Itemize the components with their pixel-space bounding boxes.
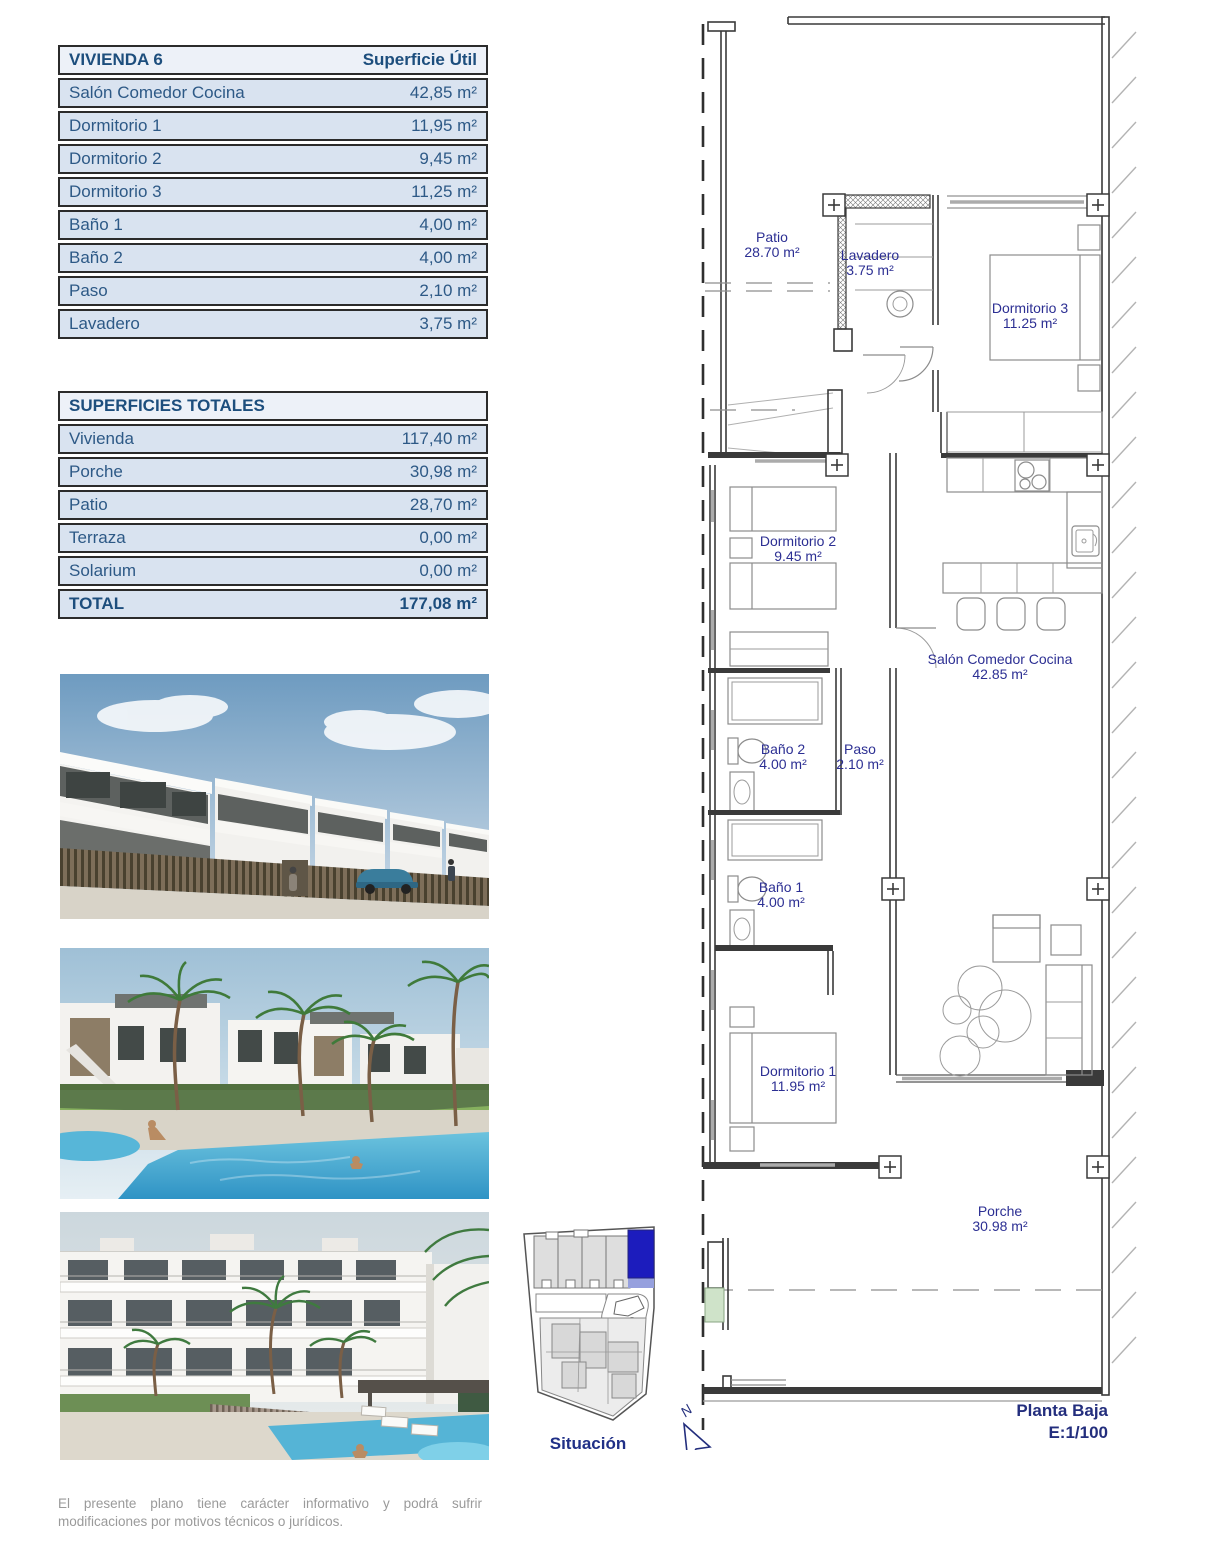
row-value: 9,45 m² (419, 149, 477, 168)
label-dormitorio1-area: 11.95 m² (770, 1078, 826, 1094)
surface-table-title: VIVIENDA 6 (69, 50, 163, 69)
surface-table-column-header: Superficie Útil (362, 50, 477, 69)
table-row-total (58, 589, 488, 619)
row-value: 0,00 m² (419, 528, 477, 547)
north-label: N (678, 1401, 696, 1420)
row-value: 11,95 m² (411, 116, 477, 135)
table-row (58, 309, 488, 339)
plan-caption-scale: E:1/100 (1048, 1423, 1108, 1442)
render-photo-pool (60, 948, 489, 1199)
row-value: 3,75 m² (419, 314, 477, 333)
surface-table (58, 45, 488, 342)
site-highlight-plot (628, 1230, 654, 1278)
kitchen (941, 412, 1102, 630)
row-label: Porche (69, 462, 123, 481)
totals-table (58, 391, 488, 622)
row-label: Baño 1 (69, 215, 123, 234)
table-row (58, 177, 488, 207)
table-row (58, 243, 488, 273)
table-row (58, 111, 488, 141)
porch-details (705, 1238, 1102, 1388)
table-row (58, 276, 488, 306)
disclaimer-text: El presente plano tiene carácter informativo y podrá sufrir modificaciones por motivos técnicos o jurídicos. (58, 1495, 482, 1529)
row-value: 4,00 m² (419, 215, 477, 234)
label-lavadero: Lavadero (840, 247, 900, 263)
table-row (58, 457, 488, 487)
row-label: Dormitorio 3 (69, 182, 162, 201)
room-lavadero-walls (834, 195, 938, 393)
plan-caption-title: Planta Baja (1016, 1401, 1108, 1420)
row-label: Dormitorio 2 (69, 149, 162, 168)
row-value: 2,10 m² (419, 281, 477, 300)
totals-table-header (58, 391, 488, 421)
anchor-markers (823, 194, 1109, 1178)
plan-walls (703, 17, 1109, 1401)
row-label: TOTAL (69, 594, 125, 613)
row-label: Vivienda (69, 429, 134, 448)
label-bano1-area: 4.00 m² (757, 894, 805, 910)
wall-hatching (1112, 32, 1136, 1363)
row-label: Lavadero (69, 314, 140, 333)
label-porche: Porche (977, 1203, 1023, 1219)
label-dormitorio3: Dormitorio 3 (991, 300, 1069, 316)
render-photo-building (60, 1212, 489, 1460)
label-bano2-area: 4.00 m² (759, 756, 807, 772)
label-bano1: Baño 1 (758, 879, 804, 895)
label-paso: Paso (844, 741, 876, 757)
floor-plan (678, 10, 1140, 1450)
row-label: Paso (69, 281, 108, 300)
row-label: Terraza (69, 528, 126, 547)
row-value: 30,98 m² (409, 462, 477, 481)
label-dormitorio3-area: 11.25 m² (1002, 315, 1058, 331)
row-label: Salón Comedor Cocina (69, 83, 245, 102)
totals-table-title: SUPERFICIES TOTALES (69, 396, 265, 415)
table-row (58, 523, 488, 553)
label-porche-area: 30.98 m² (972, 1218, 1028, 1234)
site-plan-label: Situación (549, 1434, 627, 1453)
render-photo-facade (60, 674, 489, 919)
label-paso-area: 2.10 m² (836, 756, 884, 772)
north-arrow-icon (678, 1401, 710, 1450)
row-label: Patio (69, 495, 108, 514)
label-dormitorio2-area: 9.45 m² (774, 548, 822, 564)
living-furniture (940, 915, 1092, 1076)
table-row (58, 144, 488, 174)
label-salon-area: 42.85 m² (972, 666, 1028, 682)
table-row (58, 210, 488, 240)
row-value: 42,85 m² (409, 83, 477, 102)
row-value: 11,25 m² (411, 182, 477, 201)
row-label: Dormitorio 1 (69, 116, 162, 135)
table-row (58, 490, 488, 520)
row-value: 4,00 m² (419, 248, 477, 267)
row-value: 117,40 m² (401, 429, 477, 448)
room-dormitorio1 (703, 945, 898, 1169)
label-patio: Patio (756, 229, 788, 245)
label-dormitorio2: Dormitorio 2 (759, 533, 837, 549)
label-salon: Salón Comedor Cocina (927, 651, 1073, 667)
label-patio-area: 28.70 m² (744, 244, 800, 260)
label-bano2: Baño 2 (760, 741, 806, 757)
row-label: Solarium (69, 561, 137, 580)
label-dormitorio1: Dormitorio 1 (759, 1063, 837, 1079)
table-row (58, 556, 488, 586)
row-value: 28,70 m² (409, 495, 477, 514)
label-lavadero-area: 3.75 m² (846, 262, 894, 278)
table-row (58, 78, 488, 108)
table-row (58, 424, 488, 454)
row-value: 0,00 m² (419, 561, 477, 580)
row-value: 177,08 m² (399, 594, 477, 613)
site-plan-map (516, 1222, 660, 1427)
row-label: Baño 2 (69, 248, 123, 267)
surface-table-header (58, 45, 488, 75)
